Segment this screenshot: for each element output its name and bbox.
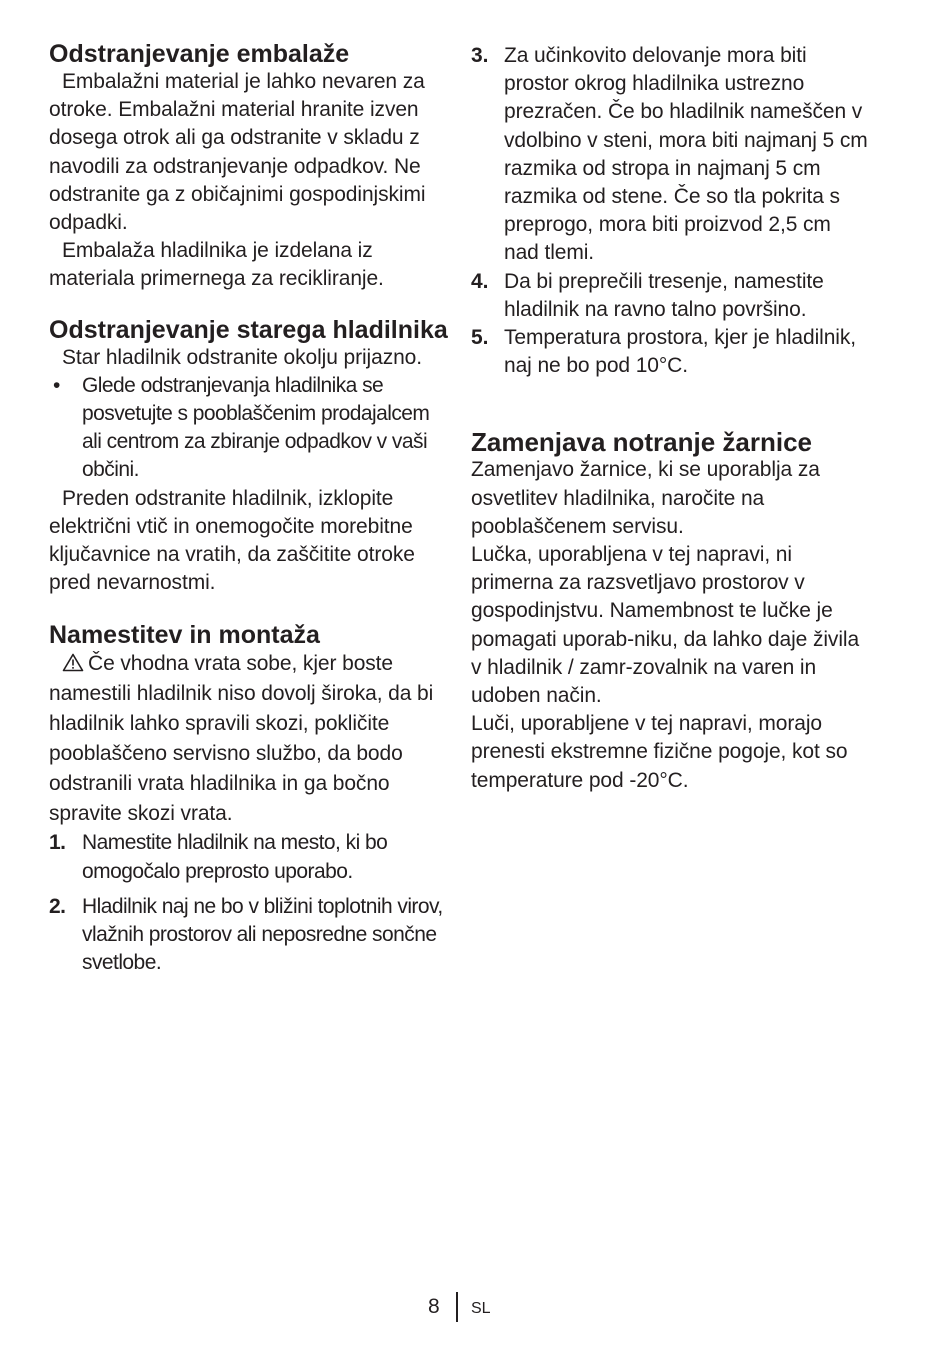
page-number: 8 [428,1295,440,1318]
list-item-text: Namestite hladilnik na mesto, ki bo omogočalo preprosto uporabo. [82,831,388,883]
paragraph-eco-disposal: Star hladilnik odstranite okolju prijazno. [62,345,422,369]
list-item-number: 3. [471,44,489,67]
paragraph-unplug-before-disposal: Preden odstranite hladilnik, izklopite električni vtič in onemogočite morebitne ključavnice na vratih, da zaščitite otroke pred nevarnostmi. [49,486,415,595]
paragraph-bulb-purpose: Lučka, uporabljena v tej napravi, ni primerna za razsvetljavo prostorov v gospodinjstvu. Namembnost te lučke je pomagati uporab-niku, da lahko daje živila v hladilnik / zamr-zovalnik na varen in udoben način. [471,543,860,708]
list-item-text: Hladilnik naj ne bo v bližini toplotnih virov, vlažnih prostorov ali neposredne sončne svetlobe. [82,894,443,975]
list-item-number: 4. [471,269,489,293]
paragraph-packaging-recycling: Embalaža hladilnika je izdelana iz materiala primernega za recikliranje. [49,239,384,291]
bullet-item-consult-dealer [49,372,449,485]
heading-installation: Namestitev in montaža [49,621,320,650]
list-item-5 [471,324,871,380]
bullet-text: Glede odstranjevanja hladilnika se posvetujte s pooblaščenim prodajalcem ali centrom za zbiranje odpadkov v vaši občini. [82,373,430,482]
paragraph-order-bulb-replacement: Zamenjavo žarnice, ki se uporablja za osvetlitev hladilnika, naročite na pooblaščenem servisu. [471,458,820,538]
list-item-text: Temperatura prostora, kjer je hladilnik, naj ne bo pod 10°C. [504,326,856,378]
section-installation-continued [471,42,871,380]
section-installation [49,621,449,977]
paragraph-packaging-hazard: Embalažni material je lahko nevaren za otroke. Embalažni material hranite izven dosega otrok ali ga odstranite v skladu z navodili za odstranjevanje odpadkov. Ne odstranite ga z običajnimi gospodinjskimi odpadki. [49,70,426,235]
list-item-1 [49,829,449,885]
left-column [49,40,449,977]
heading-packaging-disposal: Odstranjevanje embalaže [49,40,350,68]
list-item-3 [471,42,871,268]
paragraph-door-warning [49,649,449,829]
list-item-text: Da bi preprečili tresenje, namestite hladilnik na ravno talno površino. [504,269,824,321]
list-item-text: Za učinkovito delovanje mora biti prostor okrog hladilnika ustrezno prezračen. Če bo hladilnik nameščen v vdolbino v steni, mora biti najmanj 5 cm razmika od stropa in najmanj 5 cm razmika od stene. Če so tla pokrita s preprogo, mora biti proizvod 2,5 cm nad tlemi. [504,44,868,265]
list-item-2 [49,893,449,978]
list-item-4 [471,268,871,324]
section-old-fridge-disposal [49,316,449,598]
section-packaging-disposal [49,40,449,294]
page-footer [0,1292,950,1322]
list-item-number: 2. [49,894,66,918]
list-item-number: 5. [471,326,489,350]
language-code: SL [471,1300,491,1317]
warning-triangle-icon [62,653,84,672]
warning-text: Če vhodna vrata sobe, kjer boste namestili hladilnik niso dovolj široka, da bi hladilnik lahko spravili skozi, pokličite pooblaščeno servisno službo, da bodo odstranili vrata hladilnika in ga bočno spravite skozi vrata. [49,652,434,826]
heading-bulb-replacement: Zamenjava notranje žarnice [471,427,813,458]
right-column [471,42,871,795]
bullet-mark: • [53,373,60,397]
heading-old-fridge-disposal: Odstranjevanje starega hladilnika [49,315,448,344]
footer-divider [456,1292,458,1322]
section-bulb-replacement [471,428,871,794]
paragraph-bulb-conditions: Luči, uporabljene v tej napravi, morajo prenesti ekstremne fizične pogoje, kot so temperature pod -20°C. [471,712,848,792]
list-item-number: 1. [49,831,66,855]
